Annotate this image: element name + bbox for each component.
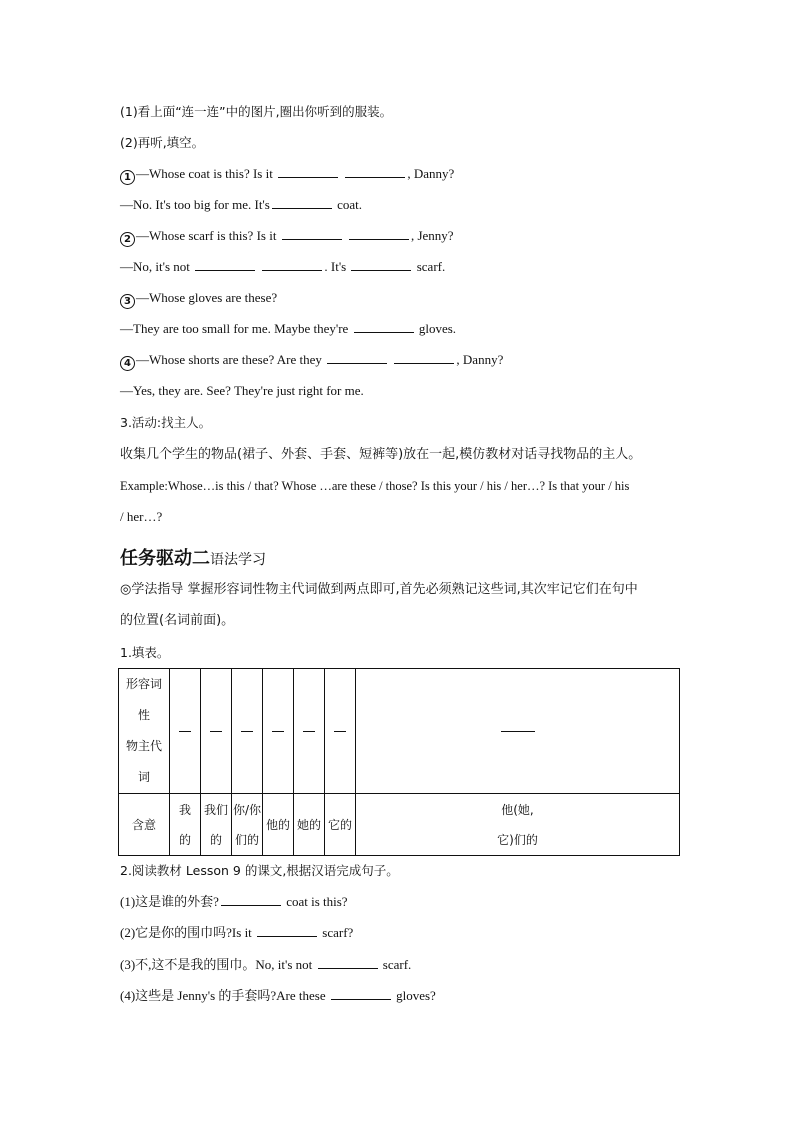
row-header-line: 性 <box>137 708 150 722</box>
meaning-line: 它)们的 <box>497 832 538 847</box>
answer-blank[interactable] <box>351 259 411 271</box>
meaning-cell <box>232 794 263 856</box>
meaning-line: 它的 <box>327 817 352 832</box>
meaning-cell <box>294 794 325 856</box>
row-header-pronoun <box>119 669 170 794</box>
reply-3 <box>120 321 456 337</box>
sentence-2-tail: scarf? <box>322 925 354 940</box>
question-4-tail: , Danny? <box>456 352 504 367</box>
question-2 <box>120 228 454 247</box>
meaning-cell <box>356 794 680 856</box>
pronoun-table <box>118 668 680 856</box>
reading-task-title: 2.阅读教材 Lesson 9 的课文,根据汉语完成句子。 <box>120 863 399 878</box>
answer-cell[interactable] <box>356 669 680 794</box>
question-1-tail: , Danny? <box>407 166 455 181</box>
reply-1-tail: coat. <box>337 197 362 212</box>
answer-blank[interactable] <box>345 166 405 178</box>
meaning-line: 你/你 <box>232 802 262 817</box>
sentence-4-text: (4)这些是 Jenny's 的手套吗?Are these <box>120 988 326 1003</box>
meaning-line: 她的 <box>296 817 321 832</box>
answer-blank[interactable] <box>262 259 322 271</box>
question-3 <box>120 290 277 309</box>
sentence-2-text: (2)它是你的围巾吗?Is it <box>120 925 252 940</box>
answer-cell[interactable] <box>325 669 356 794</box>
sentence-3 <box>120 957 411 973</box>
meaning-cell <box>170 794 201 856</box>
number-3-icon: 3 <box>120 294 135 309</box>
meaning-line: 的 <box>178 832 191 847</box>
answer-blank[interactable] <box>195 259 255 271</box>
meaning-line: 我们 <box>203 802 228 817</box>
meaning-line: 的 <box>209 832 222 847</box>
section-heading-main: 任务驱动二 <box>120 548 210 569</box>
sentence-1-text: (1)这是谁的外套? <box>120 894 219 909</box>
answer-blank[interactable] <box>221 894 281 906</box>
reply-2 <box>120 259 445 275</box>
meaning-header: 含意 <box>119 794 170 856</box>
row-header-line: 词 <box>137 770 150 784</box>
answer-blank[interactable] <box>394 352 454 364</box>
reply-3-text: —They are too small for me. Maybe they're <box>120 321 349 336</box>
reply-2-mid: . It's <box>324 259 347 274</box>
reply-2-tail: scarf. <box>416 259 446 274</box>
question-1-text: —Whose coat is this? Is it <box>136 166 273 181</box>
number-4-icon: 4 <box>120 356 135 371</box>
sentence-3-text: (3)不,这不是我的围巾。No, it's not <box>120 957 313 972</box>
answer-blank[interactable] <box>331 988 391 1000</box>
answer-cell[interactable] <box>201 669 232 794</box>
sentence-4-tail: gloves? <box>396 988 436 1003</box>
example-line-2: / her…? <box>120 509 163 524</box>
number-2-icon: 2 <box>120 232 135 247</box>
meaning-cell <box>263 794 294 856</box>
meaning-cell <box>201 794 232 856</box>
answer-blank[interactable] <box>257 925 317 937</box>
sentence-4 <box>120 988 436 1004</box>
answer-blank[interactable] <box>354 321 414 333</box>
question-1 <box>120 166 454 185</box>
meaning-line: 他的 <box>265 817 290 832</box>
sentence-3-tail: scarf. <box>382 957 412 972</box>
answer-cell[interactable] <box>232 669 263 794</box>
reply-4 <box>120 383 364 399</box>
section-heading <box>120 544 266 570</box>
answer-blank[interactable] <box>318 957 378 969</box>
reply-4-text: —Yes, they are. See? They're just right for me. <box>120 383 364 398</box>
reply-1 <box>120 197 362 213</box>
row-header-line: 形容词 <box>125 677 162 691</box>
activity-title: 3.活动:找主人。 <box>120 415 212 430</box>
instruction-2: (2)再听,填空。 <box>120 135 205 150</box>
question-2-text: —Whose scarf is this? Is it <box>136 228 277 243</box>
meaning-line: 他(她, <box>501 802 534 817</box>
study-guide-line-1: ◎学法指导 掌握形容词性物主代词做到两点即可,首先必须熟记这些词,其次牢记它们在句中 <box>120 582 638 597</box>
question-4 <box>120 352 503 371</box>
activity-description: 收集几个学生的物品(裙子、外套、手套、短裤等)放在一起,模仿教材对话寻找物品的主人。 <box>120 447 642 462</box>
answer-blank[interactable] <box>278 166 338 178</box>
answer-cell[interactable] <box>170 669 201 794</box>
answer-blank[interactable] <box>282 228 342 240</box>
row-header-line: 物主代 <box>125 739 162 753</box>
question-4-text: —Whose shorts are these? Are they <box>136 352 322 367</box>
sentence-1-tail: coat is this? <box>286 894 348 909</box>
instruction-1: (1)看上面“连一连”中的图片,圈出你听到的服装。 <box>120 104 393 119</box>
example-line-1: Example:Whose…is this / that? Whose …are these / those? Is this your / his / her…? Is that your / his <box>120 479 630 493</box>
sentence-1 <box>120 894 348 910</box>
section-heading-sub: 语法学习 <box>210 552 266 568</box>
meaning-line: 我 <box>178 802 191 817</box>
reply-1-text: —No. It's too big for me. It's <box>120 197 270 212</box>
answer-cell[interactable] <box>294 669 325 794</box>
reply-2-text: —No, it's not <box>120 259 190 274</box>
answer-cell[interactable] <box>263 669 294 794</box>
meaning-cell <box>325 794 356 856</box>
sentence-2 <box>120 925 353 941</box>
reply-3-tail: gloves. <box>418 321 457 336</box>
fill-table-title: 1.填表。 <box>120 645 170 660</box>
answer-blank[interactable] <box>272 197 332 209</box>
question-2-tail: , Jenny? <box>410 228 454 243</box>
question-3-text: —Whose gloves are these? <box>136 290 278 305</box>
number-1-icon: 1 <box>120 170 135 185</box>
answer-blank[interactable] <box>327 352 387 364</box>
meaning-line: 们的 <box>234 832 259 847</box>
study-guide-line-2: 的位置(名词前面)。 <box>120 613 235 628</box>
answer-blank[interactable] <box>349 228 409 240</box>
